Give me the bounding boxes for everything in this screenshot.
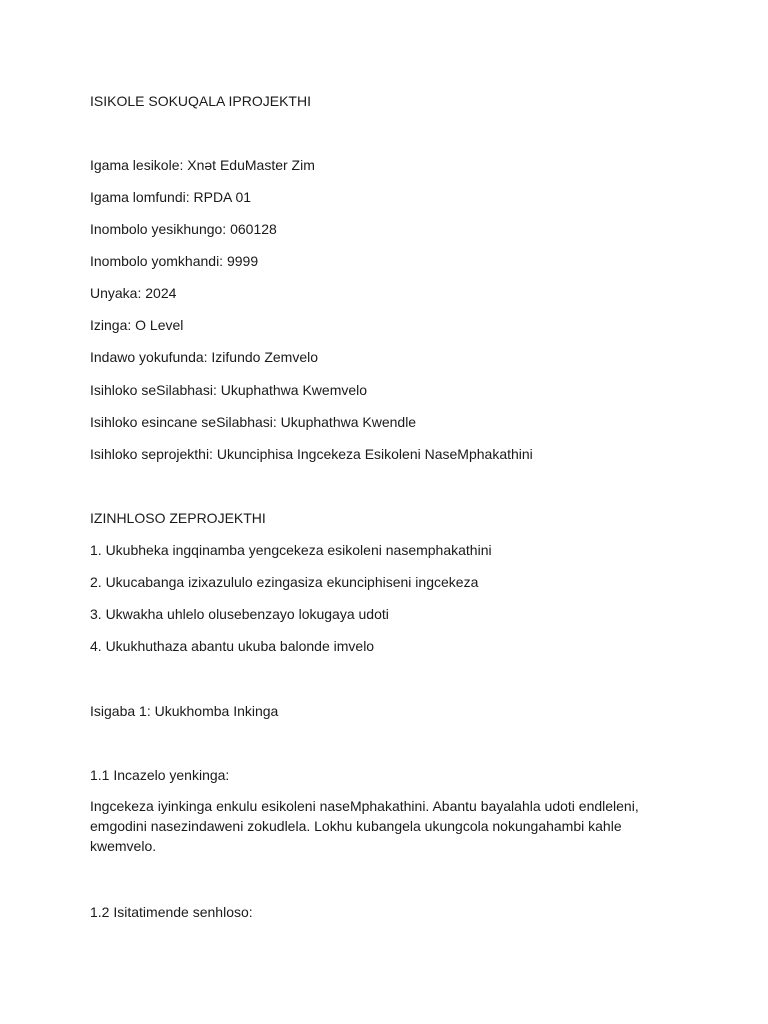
centre-number-field: Inombolo yesikhungo: 060128 xyxy=(90,221,277,237)
project-title-field: Isihloko seprojekthi: Ukunciphisa Ingcekeza Esikoleni NaseMphakathini xyxy=(90,446,533,462)
syllabus-subtopic-field: Isihloko esincane seSilabhasi: Ukuphathwa Kwendle xyxy=(90,414,417,430)
objective-item-4: 4. Ukukhuthaza abantu ukuba balonde imvelo xyxy=(90,638,375,654)
objective-item-2: 2. Ukucabanga izixazululo ezingasiza ekunciphiseni ingcekeza xyxy=(90,574,479,590)
objectives-heading: IZINHLOSO ZEPROJEKTHI xyxy=(90,510,266,526)
year-field: Unyaka: 2024 xyxy=(90,285,177,301)
section-1-2-heading: 1.2 Isitatimende senhloso: xyxy=(90,904,253,920)
document-title: ISIKOLE SOKUQALA IPROJEKTHI xyxy=(90,93,311,109)
section-1-1-heading: 1.1 Incazelo yenkinga: xyxy=(90,767,230,783)
objective-item-1: 1. Ukubheka ingqinamba yengcekeza esikoleni nasemphakathini xyxy=(90,542,492,558)
syllabus-topic-field: Isihloko seSilabhasi: Ukuphathwa Kwemvelo xyxy=(90,382,368,398)
student-name-field: Igama lomfundi: RPDA 01 xyxy=(90,189,252,205)
objective-item-3: 3. Ukwakha uhlelo olusebenzayo lokugaya udoti xyxy=(90,606,389,622)
section-1-1-body: Ingcekeza iyinkinga enkulu esikoleni naseMphakathini. Abantu bayalahla udoti endleleni, emgodini nasezindaweni zokudlela. Lokhu kubangela ukungcola nokungahambi kahle kwemvelo. xyxy=(90,798,639,854)
school-name-field: Igama lesikole: Xnət EduMaster Zim xyxy=(90,157,315,173)
learning-area-field: Indawo yokufunda: Izifundo Zemvelo xyxy=(90,349,319,365)
level-field: Izinga: O Level xyxy=(90,317,184,333)
stage-1-heading: Isigaba 1: Ukukhomba Inkinga xyxy=(90,703,279,719)
candidate-number-field: Inombolo yomkhandi: 9999 xyxy=(90,253,259,269)
